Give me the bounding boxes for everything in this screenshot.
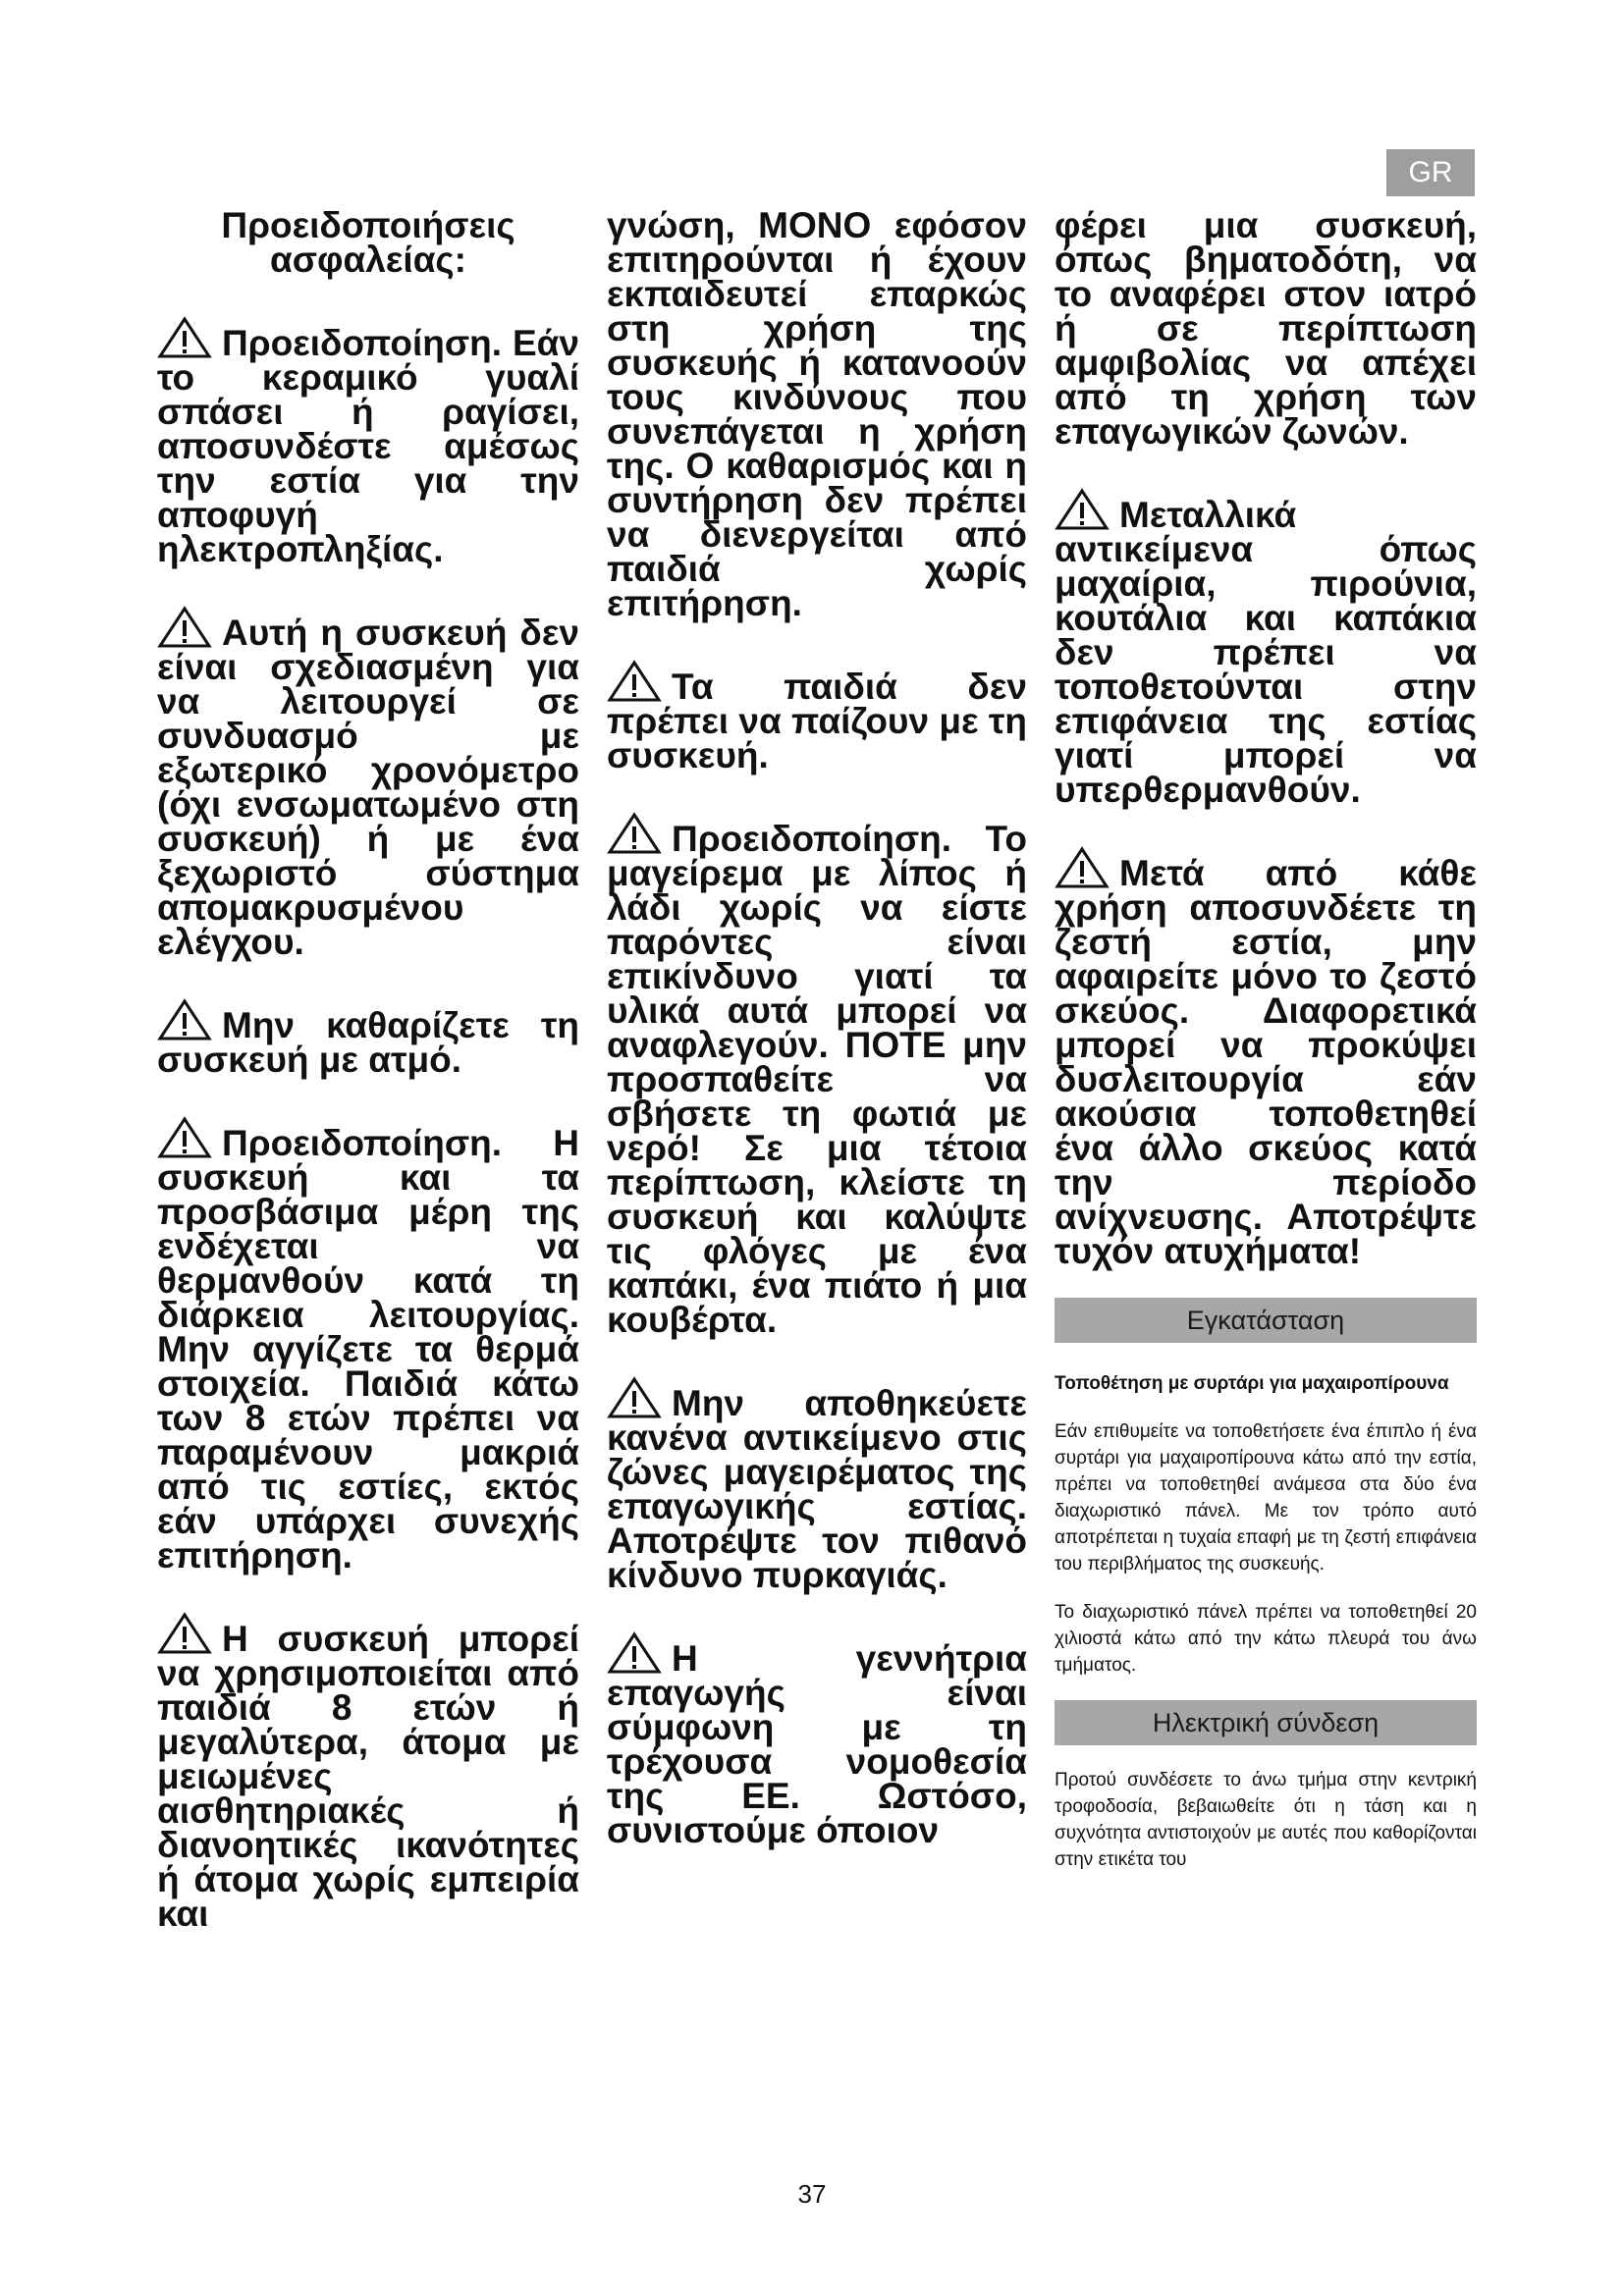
warning-paragraph: [157, 998, 579, 1080]
warning-triangle-icon: [157, 1116, 212, 1159]
warning-paragraph: [607, 1376, 1027, 1595]
warning-text: Προειδοποίηση. Το μαγείρεμα με λίπος ή λάδι χωρίς να είστε παρόντες είναι επικίνδυνο γιατί τα υλικά αυτά μπορεί να αναφλεγούν. ΠΟΤΕ μην προσπαθείτε να σβήσετε τη φωτιά με νερό! Σε μια τέτοια περίπτωση, κλείστε τη συσκευή και καλύψτε τις φλόγες με ένα καπάκι, ένα πιάτο ή μια κουβέρτα.: [607, 819, 1027, 1340]
warning-triangle-icon: [157, 316, 212, 359]
warning-paragraph: [157, 606, 579, 962]
warning-triangle-icon: [1055, 488, 1110, 531]
installation-paragraph: Εάν επιθυμείτε να τοποθετήσετε ένα έπιπλο ή ένα συρτάρι για μαχαιροπίρουνα κάτω από την εστία, πρέπει να τοποθετηθεί ανάμεσα στα δύο ένα διαχωριστικό πάνελ. Με τον τρόπο αυτό αποτρέπεται η τυχαία επαφή με τη ζεστή επιφάνεια του περιβλήματος της συσκευής.: [1055, 1421, 1477, 1575]
warning-text: Προειδοποίηση. Εάν το κεραμικό γυαλί σπάσει ή ραγίσει, αποσυνδέστε αμέσως την εστία για την αποφυγή ηλεκτροπληξίας.: [157, 323, 579, 569]
electrical-heading: Ηλεκτρική σύνδεση: [1055, 1700, 1477, 1745]
column-2: [607, 205, 1027, 1850]
installation-heading: Εγκατάσταση: [1055, 1298, 1477, 1343]
warning-paragraph: [607, 812, 1027, 1340]
warning-triangle-icon: [607, 1376, 662, 1419]
page-number: 37: [797, 2179, 827, 2209]
warning-paragraph: [1055, 846, 1477, 1271]
warning-text: Προειδοποίηση. Η συσκευή και τα προσβάσιμα μέρη της ενδέχεται να θερμανθούν κατά τη διάρκεια λειτουργίας. Μην αγγίζετε τα θερμά στοιχεία. Παιδιά κάτω των 8 ετών πρέπει να παραμένουν μακριά από τις εστίες, εκτός εάν υπάρχει συνεχής επιτήρηση.: [157, 1123, 579, 1575]
warning-paragraph: [607, 660, 1027, 773]
warning-text: Αυτή η συσκευή δεν είναι σχεδιασμένη για να λειτουργεί σε συνδυασμό με εξωτερικό χρονόμετρο (όχι ενσωματωμένο στη συσκευή) ή με ένα ξεχωριστό σύστημα απομακρυσμένου ελέγχου.: [157, 613, 579, 962]
warning-triangle-icon: [157, 998, 212, 1041]
warning-triangle-icon: [607, 812, 662, 855]
continuation-paragraph: φέρει μια συσκευή, όπως βηματοδότη, να το αναφέρει στον ιατρό ή σε περίπτωση αμφιβολίας να απέχει από τη χρήση των επαγωγικών ζωνών.: [1055, 205, 1477, 452]
warning-text: Τα παιδιά δεν πρέπει να παίζουν με τη συσκευή.: [607, 667, 1027, 775]
warning-triangle-icon: [607, 660, 662, 703]
warning-triangle-icon: [157, 1612, 212, 1655]
column-1: [157, 205, 579, 1934]
warning-text: Μην καθαρίζετε τη συσκευή με ατμό.: [157, 1005, 579, 1080]
warning-paragraph: [607, 1631, 1027, 1850]
electrical-paragraph: Προτού συνδέσετε το άνω τμήμα στην κεντρική τροφοδοσία, βεβαιωθείτε ότι η τάση και η συχνότητα αντιστοιχούν με αυτές που καθορίζονται στην ετικέτα του: [1055, 1770, 1477, 1870]
installation-paragraph: Το διαχωριστικό πάνελ πρέπει να τοποθετηθεί 20 χιλιοστά κάτω από την κάτω πλευρά του άνω τμήματος.: [1055, 1602, 1477, 1676]
warning-text: Η γεννήτρια επαγωγής είναι σύμφωνη με τη τρέχουσα νομοθεσία της ΕΕ. Ωστόσο, συνιστούμε όποιον: [607, 1638, 1027, 1850]
warning-text: Μετά από κάθε χρήση αποσυνδέετε τη ζεστή εστία, μην αφαιρείτε μόνο το ζεστό σκεύος. Διαφορετικά μπορεί να προκύψει δυσλειτουργία εάν ακούσια τοποθετηθεί ένα άλλο σκεύος κατά την περίοδο ανίχνευσης. Αποτρέψτε τυχόν ατυχήματα!: [1055, 853, 1477, 1271]
warning-paragraph: [157, 316, 579, 569]
section-title: Προειδοποιήσεις ασφαλείας:: [221, 205, 515, 280]
warning-paragraph: [1055, 488, 1477, 810]
warning-triangle-icon: [607, 1631, 662, 1675]
installation-subheading: Τοποθέτηση με συρτάρι για μαχαιροπίρουνα: [1055, 1373, 1449, 1394]
warning-paragraph: [157, 1116, 579, 1573]
warning-triangle-icon: [1055, 846, 1110, 889]
warning-triangle-icon: [157, 606, 212, 649]
column-3: [1055, 205, 1477, 1873]
continuation-paragraph: γνώση, ΜΟΝΟ εφόσον επιτηρούνται ή έχουν εκπαιδευτεί επαρκώς στη χρήση της συσκευής ή κατανοούν τους κινδύνους που συνεπάγεται η χρήση της. Ο καθαρισμός και η συντήρηση δεν πρέπει να διενεργείται από παιδιά χωρίς επιτήρηση.: [607, 205, 1027, 623]
warning-text: Μην αποθηκεύετε κανένα αντικείμενο στις ζώνες μαγειρέματος της επαγωγικής εστίας. Αποτρέψτε τον πιθανό κίνδυνο πυρκαγιάς.: [607, 1383, 1027, 1595]
warning-paragraph: [157, 1612, 579, 1934]
warning-text: Η συσκευή μπορεί να χρησιμοποιείται από παιδιά 8 ετών ή μεγαλύτερα, άτομα με μειωμένες αισθητηριακές ή διανοητικές ικανότητες ή άτομα χωρίς εμπειρία και: [157, 1619, 579, 1934]
language-badge: GR: [1386, 149, 1475, 196]
warning-text: Μεταλλικά αντικείμενα όπως μαχαίρια, πιρούνια, κουτάλια και καπάκια δεν πρέπει να τοποθετούνται στην επιφάνεια της εστίας γιατί μπορεί να υπερθερμανθούν.: [1055, 495, 1477, 810]
